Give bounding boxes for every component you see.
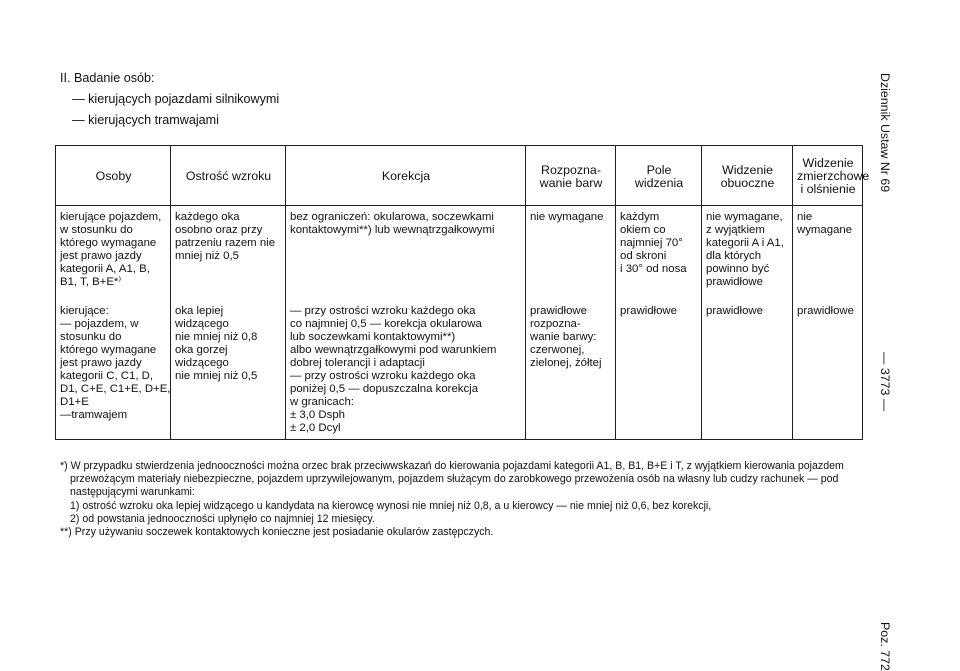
cell-line: widzącego bbox=[175, 317, 229, 330]
cell-line: albo wewnątrzgałkowymi pod warunkiem bbox=[290, 343, 497, 356]
footnotes bbox=[60, 460, 880, 539]
cell-line: lub soczewkami kontaktowymi**) bbox=[290, 330, 456, 343]
cell-line: jest prawo jazdy bbox=[60, 250, 142, 262]
cell-line: powinno być bbox=[706, 263, 770, 275]
cell-line: D1, C+E, C1+E, D+E, bbox=[60, 382, 171, 395]
cell-binocular-vision bbox=[702, 299, 793, 440]
cell-line: osobno oraz przy bbox=[175, 224, 263, 236]
cell-line: bez ograniczeń: okularowa, soczewkami bbox=[290, 211, 494, 223]
cell-field-of-view bbox=[616, 299, 702, 440]
cell-line: rozpozna- bbox=[530, 317, 581, 330]
cell-line: i 30° od nosa bbox=[620, 263, 687, 275]
cell-line: zielonej, żółtej bbox=[530, 356, 602, 369]
header-line: Pole bbox=[646, 162, 672, 177]
footnote-single-star: *) W przypadku stwierdzenia jednooczności można orzec brak przeciwwskazań do kierowania pojazdami kategorii A1, B, B1, B+E i T, z wyjątkiem kierowania pojazdem przewożącym materiały niebezpieczne, pojazdem uprzywilejowanym, pojazdem służącym do zarobkowego przewożenia osób na własny lub cudzy rachunek — pod następującymi warunkami: bbox=[60, 460, 844, 499]
cell-line: nie mniej niż 0,5 bbox=[175, 369, 258, 382]
cell-color-recognition bbox=[526, 206, 616, 299]
cell-line: kategorii A, A1, B, bbox=[60, 263, 150, 275]
cell-line: w stosunku do bbox=[60, 224, 133, 236]
cell-line: czerwonej, bbox=[530, 343, 585, 356]
table-header-row bbox=[56, 146, 863, 206]
cell-line: — przy ostrości wzroku każdego oka bbox=[290, 304, 476, 317]
cell-line: widzącego bbox=[175, 356, 229, 369]
header-line: widzenia bbox=[634, 175, 684, 190]
cell-line: nie mniej niż 0,8 bbox=[175, 330, 258, 343]
cell-color-recognition bbox=[526, 299, 616, 440]
column-header-correction bbox=[286, 146, 526, 206]
cell-line: prawidłowe bbox=[620, 304, 677, 317]
column-header-binocular-vision bbox=[702, 146, 793, 206]
table-row bbox=[56, 206, 863, 299]
section-heading bbox=[60, 71, 279, 134]
column-header-persons bbox=[56, 146, 171, 206]
cell-persons bbox=[56, 206, 171, 299]
cell-line: prawidłowe bbox=[797, 304, 854, 317]
cell-line: w granicach: bbox=[290, 395, 354, 408]
column-header-twilight-vision bbox=[793, 146, 870, 206]
cell-line: ± 2,0 Dcyl bbox=[290, 421, 341, 434]
header-line: i olśnienie bbox=[800, 182, 856, 196]
cell-line: dobrej tolerancji i adaptacji bbox=[290, 356, 425, 369]
cell-line: kategorii A i A1, bbox=[706, 237, 784, 249]
column-header-field-of-view bbox=[616, 146, 702, 206]
cell-line: D1+E bbox=[60, 395, 89, 408]
cell-line: stosunku do bbox=[60, 330, 122, 343]
header-line: wanie barw bbox=[539, 175, 603, 190]
cell-line: — pojazdem, w bbox=[60, 317, 139, 330]
cell-visual-acuity bbox=[171, 299, 286, 440]
header-line: zmierzchowe bbox=[797, 169, 870, 183]
header-line: Widzenie bbox=[802, 156, 854, 170]
cell-line: mniej niż 0,5 bbox=[175, 250, 239, 262]
cell-line: prawidłowe bbox=[706, 304, 763, 317]
cell-line: kierujące: bbox=[60, 304, 109, 317]
cell-line: poniżej 0,5 — dopuszczalna korekcja bbox=[290, 382, 479, 395]
cell-twilight-vision bbox=[793, 206, 863, 299]
cell-line: oka lepiej bbox=[175, 304, 224, 317]
section-title: II. Badanie osób: bbox=[60, 71, 155, 85]
cell-binocular-vision bbox=[702, 206, 793, 299]
cell-line: prawidłowe bbox=[706, 276, 763, 288]
header-line: Rozpozna- bbox=[541, 162, 601, 177]
cell-line: od skroni bbox=[620, 250, 667, 262]
cell-visual-acuity bbox=[171, 206, 286, 299]
column-header-visual-acuity bbox=[171, 146, 286, 206]
cell-line: patrzeniu razem nie bbox=[175, 237, 276, 249]
position-number: Poz. 772 bbox=[878, 622, 892, 671]
column-header-color-recognition bbox=[526, 146, 616, 206]
cell-line: dla których bbox=[706, 250, 762, 262]
cell-line: wanie barwy: bbox=[530, 330, 597, 343]
cell-line: którego wymagane bbox=[60, 343, 157, 356]
header-line: Korekcja bbox=[381, 169, 431, 183]
header-line: Ostrość wzroku bbox=[185, 169, 272, 183]
cell-line: nie wymagane bbox=[530, 211, 604, 223]
heading-item-tram: — kierujących tramwajami bbox=[72, 113, 219, 127]
header-line: Osoby bbox=[95, 169, 132, 183]
journal-name: Dziennik Ustaw Nr 69 bbox=[878, 73, 892, 193]
cell-line: z wyjątkiem bbox=[706, 224, 765, 236]
cell-line: każdym bbox=[620, 211, 660, 223]
cell-line: kategorii C, C1, D, bbox=[60, 369, 154, 382]
cell-line: —tramwajem bbox=[60, 408, 128, 421]
footnote-double-star: **) Przy używaniu soczewek kontaktowych konieczne jest posiadanie okularów zastępczych. bbox=[60, 526, 494, 539]
cell-line: prawidłowe bbox=[530, 304, 587, 317]
cell-line: oka gorzej bbox=[175, 343, 228, 356]
cell-line: — przy ostrości wzroku każdego oka bbox=[290, 369, 476, 382]
cell-correction bbox=[286, 206, 526, 299]
footnote-point-1: 1) ostrość wzroku oka lepiej widzącego u kandydata na kierowcę wynosi nie mniej niż 0,8, a u kierowcy — nie mniej niż 0,6, bez korekcji, bbox=[70, 499, 712, 512]
vision-requirements-table bbox=[55, 145, 870, 440]
cell-line: okiem co bbox=[620, 224, 666, 236]
cell-twilight-vision bbox=[793, 299, 863, 440]
cell-persons bbox=[56, 299, 171, 440]
cell-line: nie wymagane, bbox=[706, 211, 783, 223]
cell-line: B1, T, B+E*⁾ bbox=[60, 276, 122, 288]
header-line: Widzenie bbox=[722, 162, 773, 177]
cell-line: kierujące pojazdem, bbox=[60, 211, 162, 223]
cell-line: jest prawo jazdy bbox=[60, 356, 142, 369]
cell-correction bbox=[286, 299, 526, 440]
header-line: obuoczne bbox=[720, 175, 775, 190]
cell-line: każdego oka bbox=[175, 211, 240, 223]
cell-line: którego wymagane bbox=[60, 237, 157, 249]
footnote-point-2: 2) od powstania jednooczności upłynęło co najmniej 12 miesięcy. bbox=[70, 512, 375, 525]
cell-line: ± 3,0 Dsph bbox=[290, 408, 346, 421]
cell-line: najmniej 70° bbox=[620, 237, 683, 249]
page-number: — 3773 — bbox=[878, 352, 892, 412]
cell-line: co najmniej 0,5 — korekcja okularowa bbox=[290, 317, 482, 330]
cell-line: kontaktowymi**) lub wewnątrzgałkowymi bbox=[290, 224, 495, 236]
cell-line: wymagane bbox=[797, 224, 853, 236]
cell-line: nie bbox=[797, 211, 813, 223]
heading-item-motor: — kierujących pojazdami silnikowymi bbox=[72, 92, 280, 106]
cell-field-of-view bbox=[616, 206, 702, 299]
table-row bbox=[56, 299, 863, 440]
